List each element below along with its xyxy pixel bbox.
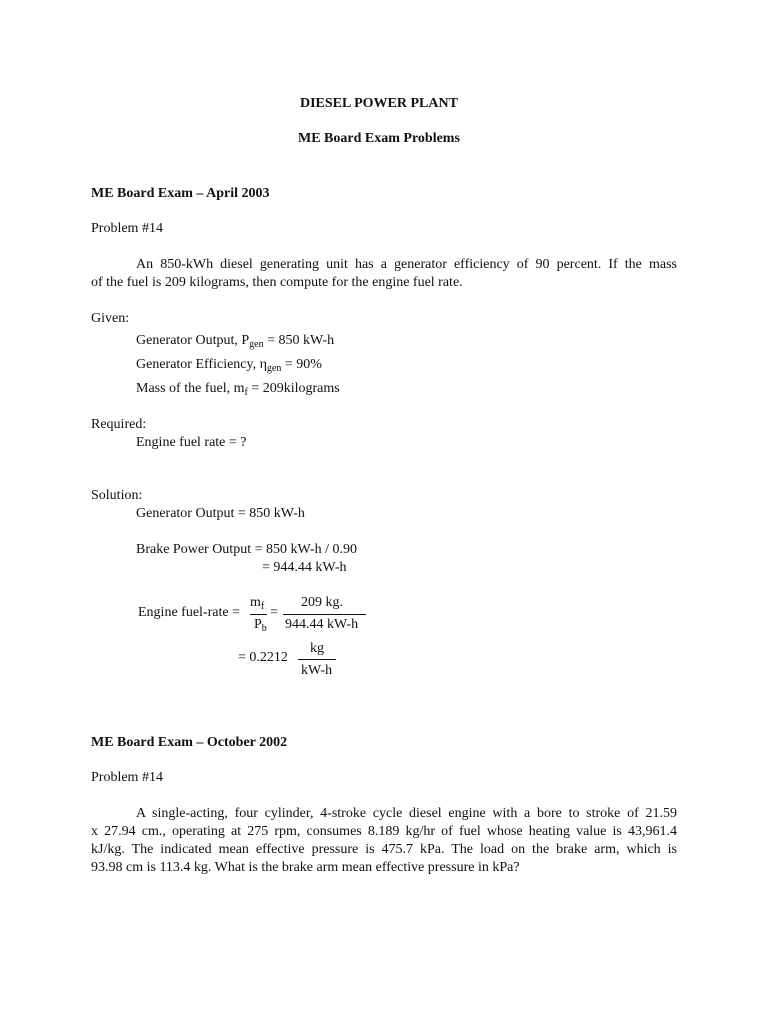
solution-line: Brake Power Output = 850 kW-h / 0.90	[136, 542, 357, 557]
fraction-denominator: kW-h	[301, 663, 333, 678]
fraction-bar	[250, 614, 267, 615]
fraction-denominator: $P_b$	[254, 617, 267, 634]
given-item-label: Generator Output, P	[136, 333, 250, 348]
section-heading-april-2003: ME Board Exam – April 2003	[91, 186, 270, 201]
fraction-bar	[283, 614, 366, 615]
equals-sign: =	[270, 605, 278, 620]
given-item-subscript: gen	[249, 339, 264, 350]
fraction-denominator: 944.44 kW-h	[285, 617, 359, 632]
problem-text-line: kJ/kg. The indicated mean effective pressure is 475.7 kPa. The load on the brake arm, which is	[91, 842, 677, 857]
given-item	[136, 356, 322, 374]
problem-text-line: 93.98 cm is 113.4 kg. What is the brake arm mean effective pressure in kPa?	[91, 860, 520, 875]
solution-label: Solution:	[91, 488, 143, 503]
given-item-subscript: gen	[266, 363, 282, 374]
given-item-value: = 90%	[281, 357, 322, 372]
problem-text-line: x 27.94 cm., operating at 275 rpm, consumes 8.189 kg/hr of fuel whose heating value is 43,961.4	[91, 824, 677, 839]
given-item-subscript: f	[244, 387, 248, 398]
fraction-numerator: 209 kg.	[301, 595, 343, 610]
required-item: Engine fuel rate = ?	[136, 435, 247, 450]
fuel-rate-lhs: Engine fuel-rate =	[138, 605, 240, 620]
section-heading-october-2002: ME Board Exam – October 2002	[91, 735, 288, 750]
fraction-bar	[298, 659, 336, 660]
fraction-numerator: $m_f$	[250, 595, 265, 612]
given-item-value: = 209kilograms	[247, 381, 340, 396]
given-item-label: Mass of the fuel, m	[136, 381, 245, 396]
problem-text-line: A single-acting, four cylinder, 4-stroke cycle diesel engine with a bore to stroke of 21.59	[136, 806, 677, 821]
fraction-numerator: kg	[310, 641, 324, 656]
given-label: Given:	[91, 311, 130, 326]
problem-text-line: of the fuel is 209 kilograms, then compute for the engine fuel rate.	[91, 275, 463, 290]
problem-label: Problem #14	[91, 221, 163, 236]
solution-line: Generator Output = 850 kW-h	[136, 506, 305, 521]
given-item-label: Generator Efficiency, η	[136, 357, 267, 372]
problem-text-line: An 850-kWh diesel generating unit has a generator efficiency of 90 percent. If the mass	[136, 257, 677, 272]
required-label: Required:	[91, 417, 147, 432]
given-item	[136, 380, 340, 398]
given-item	[136, 332, 334, 350]
document-subtitle: ME Board Exam Problems	[298, 131, 460, 146]
solution-line: = 944.44 kW-h	[262, 560, 347, 575]
fuel-rate-result: = 0.2212	[238, 650, 288, 665]
given-item-value: = 850 kW-h	[263, 333, 335, 348]
problem-label: Problem #14	[91, 770, 163, 785]
document-title: DIESEL POWER PLANT	[300, 96, 458, 111]
